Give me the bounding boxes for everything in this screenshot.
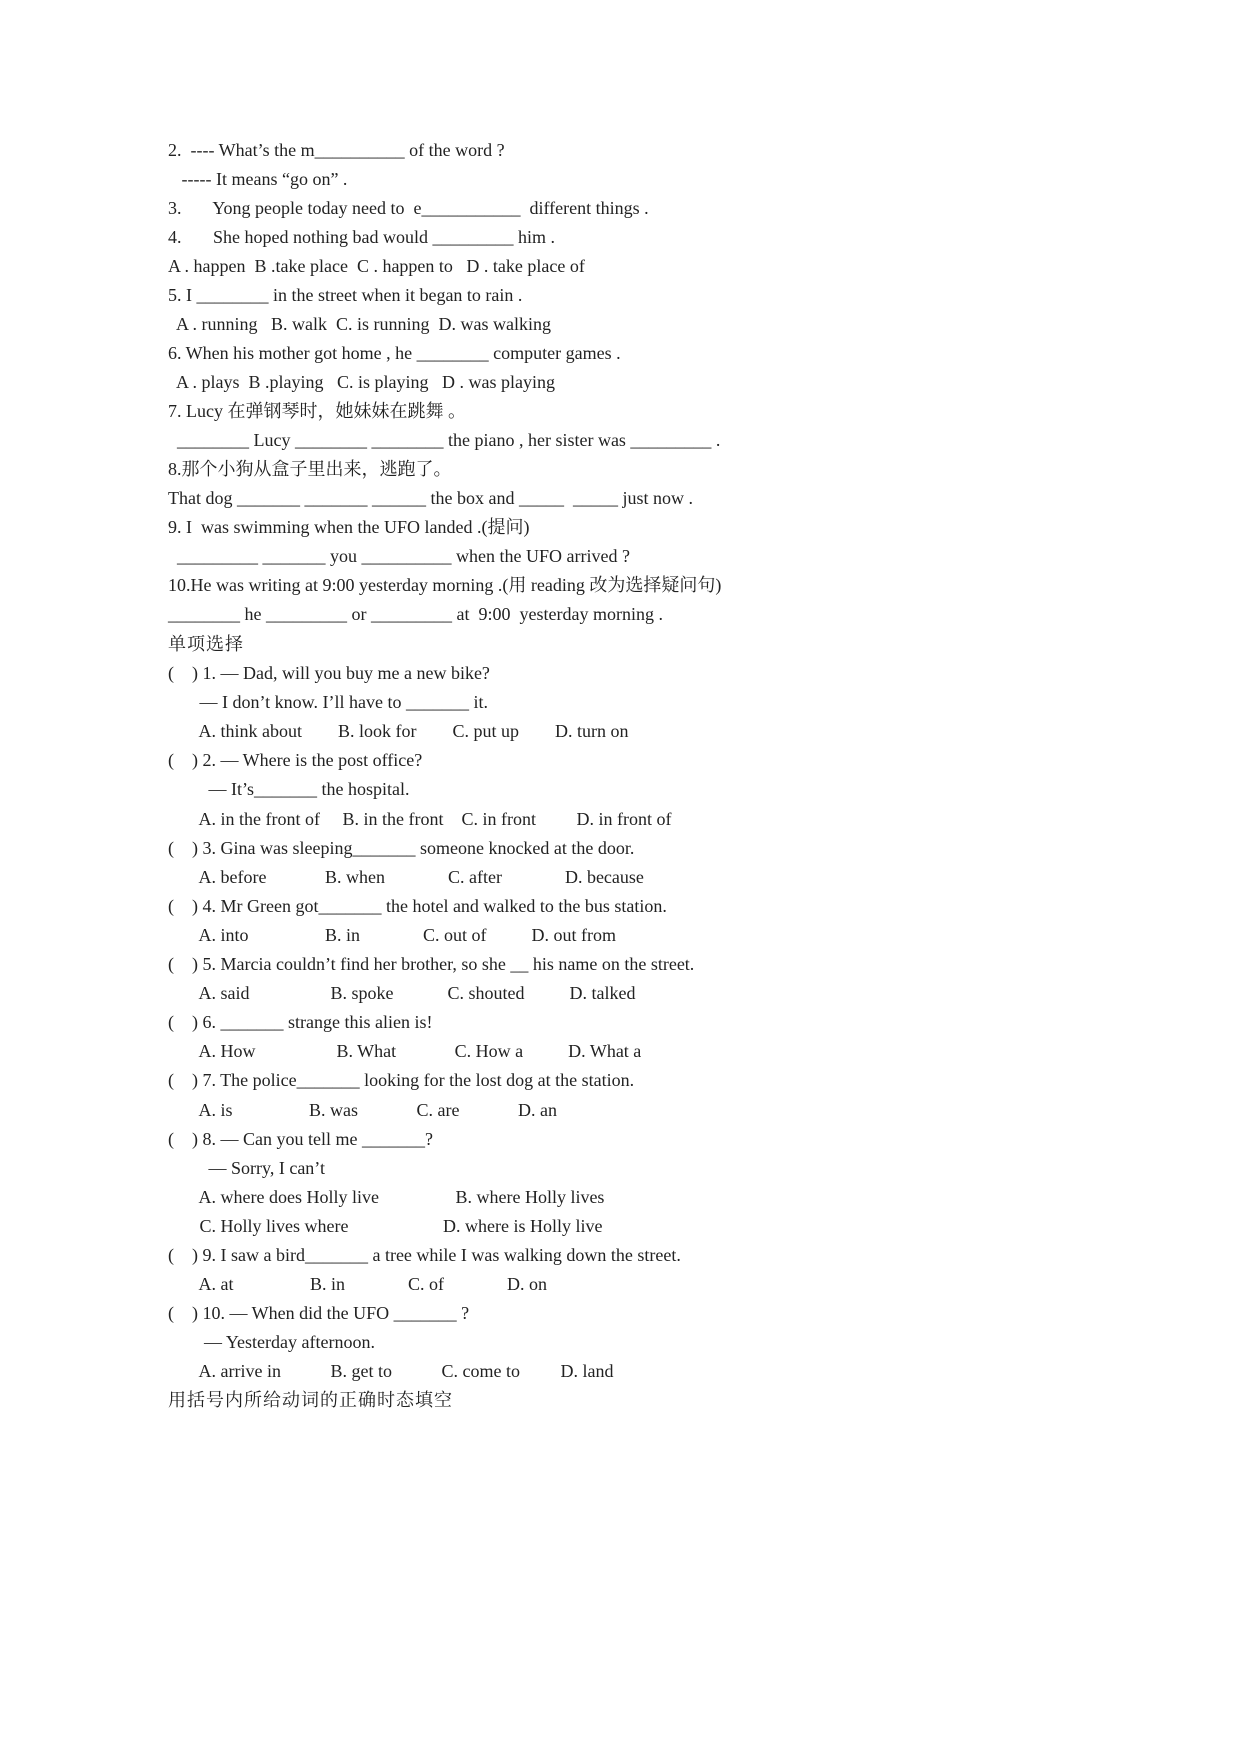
- exercise-line-17: ________ he _________ or _________ at 9:00 yesterday morning .: [168, 604, 663, 624]
- choice-line-8: A. before B. when C. after D. because: [168, 866, 644, 887]
- section-heading-multiple-choice: 单项选择: [168, 634, 244, 654]
- exercise-line-8: 6. When his mother got home , he ________ computer games .: [168, 343, 621, 363]
- exercise-line-14: 9. I was swimming when the UFO landed .(提问): [168, 517, 530, 537]
- choice-line-11: ( ) 5. Marcia couldn’t find her brother, so she __ his name on the street.: [168, 954, 695, 974]
- choice-line-10: A. into B. in C. out of D. out from: [168, 924, 617, 945]
- choice-line-19: A. where does Holly live B. where Holly lives: [168, 1186, 605, 1207]
- choice-line-16: A. is B. was C. are D. an: [168, 1099, 557, 1120]
- choice-line-17: ( ) 8. — Can you tell me _______?: [168, 1128, 433, 1149]
- section-heading-verb-tense: 用括号内所给动词的正确时态填空: [168, 1390, 453, 1410]
- choice-line-23: ( ) 10. — When did the UFO _______ ?: [168, 1303, 470, 1324]
- exercise-line-5: A . happen B .take place C . happen to D . take place of: [168, 256, 585, 276]
- choice-line-22: A. at B. in C. of D. on: [168, 1274, 548, 1295]
- choice-line-15: ( ) 7. The police_______ looking for the lost dog at the station.: [168, 1070, 635, 1091]
- choice-line-1: ( ) 1. — Dad, will you buy me a new bike?: [168, 663, 490, 683]
- exercise-line-1: 2. ---- What’s the m__________ of the word ?: [168, 140, 505, 160]
- exercise-line-15: _________ _______ you __________ when the UFO arrived ?: [168, 546, 630, 566]
- choice-line-7: ( ) 3. Gina was sleeping_______ someone knocked at the door.: [168, 837, 635, 858]
- choice-line-25: A. arrive in B. get to C. come to D. land: [168, 1361, 614, 1382]
- exercise-line-13: That dog _______ _______ ______ the box and _____ _____ just now .: [168, 488, 693, 508]
- choice-line-2: — I don’t know. I’ll have to _______ it.: [168, 692, 488, 713]
- choice-line-21: ( ) 9. I saw a bird_______ a tree while I was walking down the street.: [168, 1245, 681, 1265]
- exercise-line-9: A . plays B .playing C. is playing D . was playing: [168, 372, 555, 392]
- exercise-line-7: A . running B. walk C. is running D. was walking: [168, 314, 551, 334]
- choice-line-20: C. Holly lives where D. where is Holly live: [168, 1215, 603, 1236]
- exercise-line-16: 10.He was writing at 9:00 yesterday morning .(用 reading 改为选择疑问句): [168, 575, 722, 595]
- exercise-line-3: 3. Yong people today need to e___________ different things .: [168, 198, 649, 218]
- choice-line-5: — It’s_______ the hospital.: [168, 779, 410, 800]
- choice-line-24: — Yesterday afternoon.: [168, 1332, 375, 1353]
- choice-line-12: A. said B. spoke C. shouted D. talked: [168, 983, 636, 1004]
- choice-line-14: A. How B. What C. How a D. What a: [168, 1041, 642, 1062]
- exercise-line-6: 5. I ________ in the street when it began to rain .: [168, 285, 523, 305]
- exercise-line-10: 7. Lucy 在弹钢琴时，她妹妹在跳舞 。: [168, 401, 466, 421]
- exercise-line-4: 4. She hoped nothing bad would _________ him .: [168, 227, 555, 247]
- exercise-line-2: ----- It means “go on” .: [168, 169, 348, 189]
- choice-line-13: ( ) 6. _______ strange this alien is!: [168, 1012, 433, 1033]
- choice-line-3: A. think about B. look for C. put up D. turn on: [168, 721, 629, 742]
- exercise-line-11: ________ Lucy ________ ________ the piano , her sister was _________ .: [168, 430, 721, 450]
- choice-line-9: ( ) 4. Mr Green got_______ the hotel and walked to the bus station.: [168, 895, 667, 916]
- choice-line-4: ( ) 2. — Where is the post office?: [168, 750, 423, 771]
- exercise-line-12: 8.那个小狗从盒子里出来，逃跑了。: [168, 459, 452, 479]
- choice-line-6: A. in the front of B. in the front C. in front D. in front of: [168, 808, 672, 829]
- choice-line-18: — Sorry, I can’t: [168, 1157, 325, 1178]
